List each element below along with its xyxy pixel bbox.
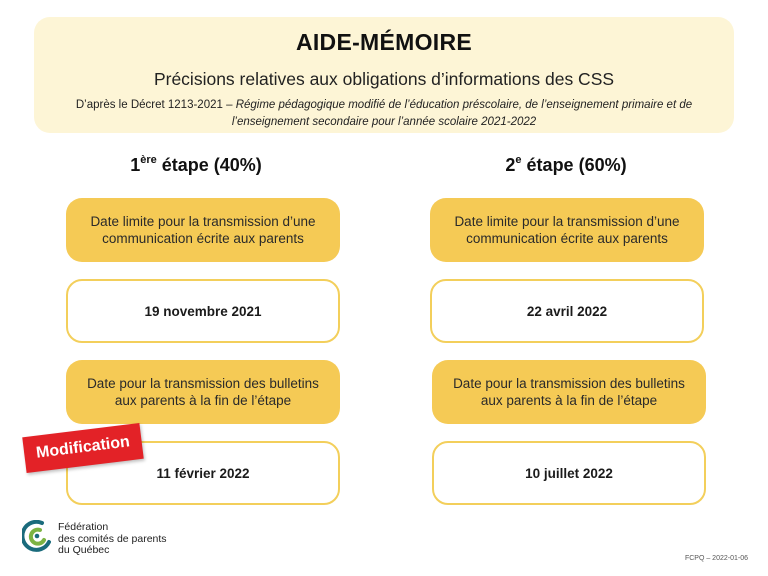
decree-note: [62, 97, 706, 131]
page-title: AIDE-MÉMOIRE: [295, 29, 473, 55]
org-line-1: Fédération: [58, 521, 109, 533]
step-2-communication-label: Date limite pour la transmission d’une communication écrite aux parents: [430, 198, 704, 262]
decree-note-prefix: D’après le Décret 1213-2021 –: [75, 99, 236, 111]
step-2-heading: [466, 155, 666, 176]
step-1-communication-date: 19 novembre 2021: [66, 279, 340, 343]
step-2-ordinal: e: [515, 154, 522, 166]
step-2-bulletin-label: Date pour la transmission des bulletins aux parents à la fin de l’étape: [432, 360, 706, 424]
step-1-bulletin-date: 11 février 2022: [66, 441, 340, 505]
step-2-communication-date: 22 avril 2022: [430, 279, 704, 343]
step-2-label: étape (60%): [521, 155, 627, 175]
step-1-label: étape (40%): [156, 155, 262, 175]
fcpq-logo-icon: [22, 520, 52, 552]
modification-badge: Modification: [22, 423, 144, 473]
decree-note-title: Régime pédagogique modifié de l’éducation préscolaire, de l’enseignement primaire et de l’enseignement secondaire pour l’année scolaire 2021-2022: [231, 99, 693, 128]
organization-name: [58, 522, 167, 557]
step-1-number: 1: [130, 155, 141, 175]
org-line-2: des comités de parents: [58, 532, 167, 545]
header-banner: [34, 17, 734, 133]
step-1-heading: [96, 155, 296, 176]
step-2-number: 2: [505, 155, 516, 175]
page-subtitle: Précisions relatives aux obligations d’informations des CSS: [153, 69, 615, 89]
org-line-3: du Québec: [58, 544, 110, 556]
step-2-bulletin-date: 10 juillet 2022: [432, 441, 706, 505]
step-1-bulletin-label: Date pour la transmission des bulletins aux parents à la fin de l’étape: [66, 360, 340, 424]
step-1-ordinal: ère: [140, 154, 157, 166]
step-1-communication-label: Date limite pour la transmission d’une communication écrite aux parents: [66, 198, 340, 262]
document-code: FCPQ – 2022-01-06: [684, 555, 748, 562]
